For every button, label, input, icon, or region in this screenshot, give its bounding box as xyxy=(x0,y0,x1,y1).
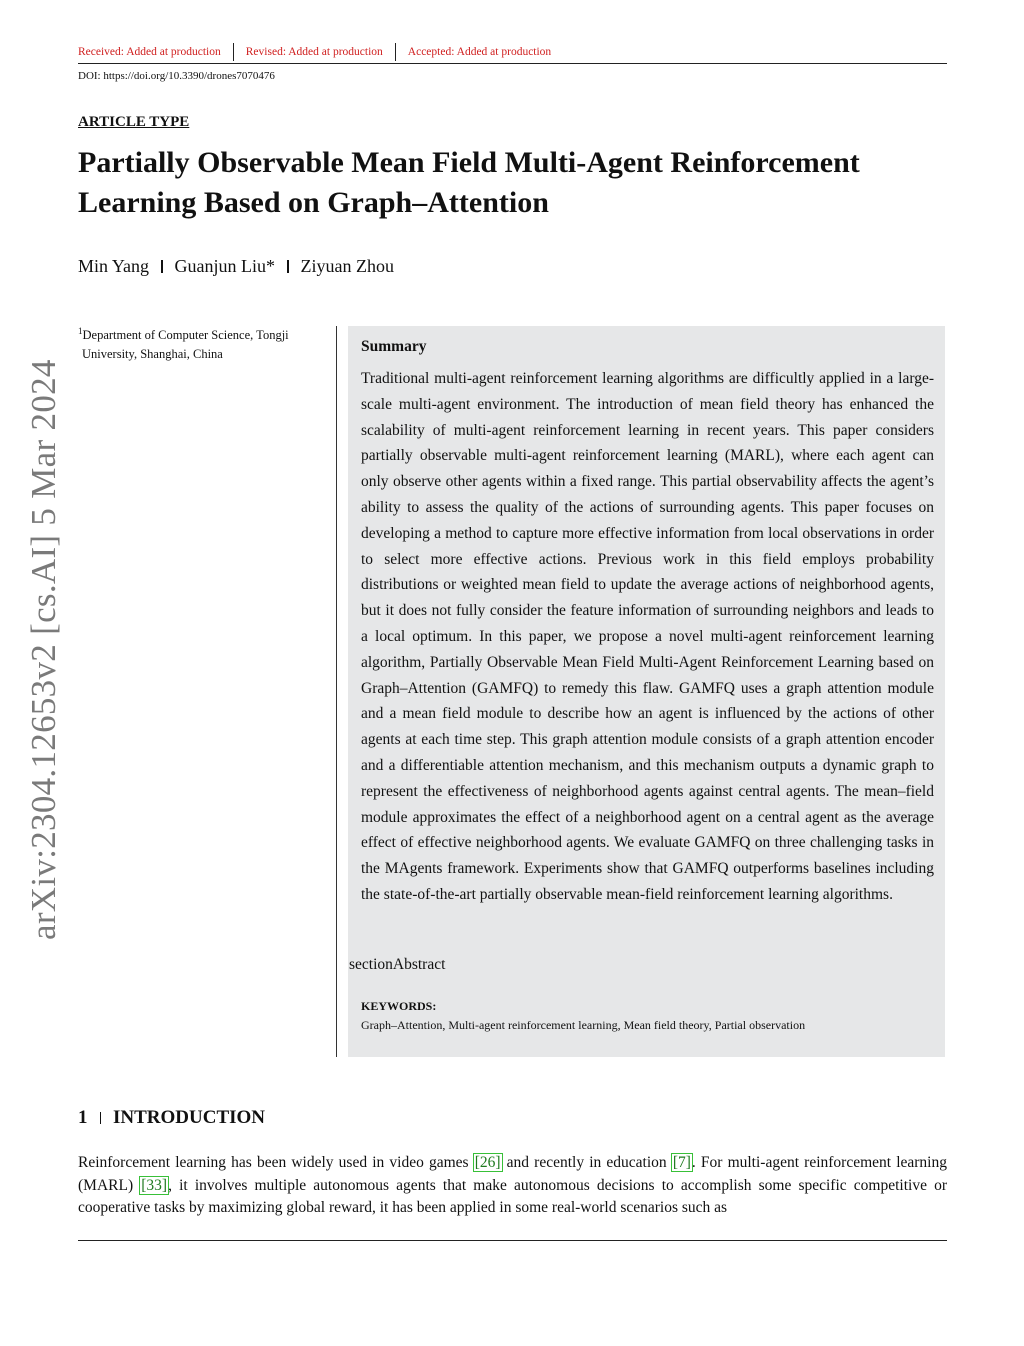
affiliation xyxy=(78,322,328,364)
paragraph-text: Reinforcement learning has been widely used in video games xyxy=(78,1154,474,1171)
section-abstract-label: sectionAbstract xyxy=(349,956,446,973)
citation-link[interactable]: [7] xyxy=(672,1154,691,1171)
keywords-heading: KEYWORDS: xyxy=(361,999,437,1013)
paragraph-text: , it involves multiple autonomous agents that make autonomous decisions to accomplish some specific competitive or cooperative tasks by maximizing global reward, it has been applied in some real-world scenarios such as xyxy=(78,1176,947,1216)
affiliation-marker: 1 xyxy=(78,326,83,336)
author-separator xyxy=(287,260,289,273)
citation-link[interactable]: [26] xyxy=(474,1154,501,1171)
section-heading xyxy=(78,1107,265,1129)
author-name: Guanjun Liu* xyxy=(174,256,276,276)
heading-separator xyxy=(100,1112,102,1124)
date-separator xyxy=(395,43,396,61)
introduction-paragraph xyxy=(78,1152,947,1220)
summary-text: Traditional multi-agent reinforcement learning algorithms are difficultly applied in a large-scale multi-agent environment. The introduction of mean field theory has enhanced the scalability of multi-agent reinforcement learning in recent years. This paper considers partially observable multi-agent reinforcement learning (MARL), where each agent can only observe other agents within a fixed range. This partial observability affects the agent’s ability to assess the quality of the actions of surrounding agents. This paper focuses on developing a method to capture more effective information from local observations in order to select more effective actions. Previous work in this field employs probability distributions or weighted mean field to update the average actions of neighborhood agents, but it does not fully consider the feature information of surrounding neighbors and leads to a local optimum. In this paper, we propose a novel multi-agent reinforcement learning algorithm, Partially Observable Mean Field Multi-Agent Reinforcement Learning based on Graph–Attention (GAMFQ) to remedy this flaw. GAMFQ uses a graph attention module and a mean field module to describe how an agent is influenced by the actions of other agents at each time step. This graph attention module consists of a graph attention encoder and a differentiable attention mechanism, and this mechanism outputs a dynamic graph to represent the effectiveness of neighborhood agents against central agents. The mean–field module approximates the effect of a neighborhood agent on a central agent as the average effect of effective neighborhood agents. We evaluate GAMFQ on three challenging tasks in the MAgents framework. Experiments show that GAMFQ outperforms baselines including the state-of-the-art partially observable mean-field reinforcement learning algorithms. xyxy=(361,370,934,903)
author-separator xyxy=(161,260,163,273)
paragraph-text: . For multi-agent reinforcement learning (MARL) xyxy=(78,1154,947,1194)
revised-date: Revised: Added at production xyxy=(245,46,383,58)
paper-title: Partially Observable Mean Field Multi-Agent Reinforcement Learning Based on Graph–Attention xyxy=(78,146,860,219)
column-divider xyxy=(336,326,337,1057)
author-name: Min Yang xyxy=(78,256,150,276)
affiliation-line: Department of Computer Science, Tongji xyxy=(82,328,289,343)
section-title: INTRODUCTION xyxy=(113,1107,266,1128)
author-list xyxy=(78,256,394,277)
header-rule xyxy=(78,63,947,64)
section-number: 1 xyxy=(78,1107,88,1128)
author-name: Ziyuan Zhou xyxy=(300,256,395,276)
accepted-date: Accepted: Added at production xyxy=(407,46,552,58)
received-date: Received: Added at production xyxy=(78,46,221,58)
publication-dates xyxy=(78,43,551,61)
arxiv-identifier[interactable]: arXiv:2304.12653v2 [cs.AI] 5 Mar 2024 xyxy=(24,359,63,940)
summary-heading: Summary xyxy=(361,338,427,355)
footer-rule xyxy=(78,1240,947,1241)
citation-link[interactable]: [33] xyxy=(141,1176,168,1194)
doi-link[interactable]: DOI: https://doi.org/10.3390/drones7070476 xyxy=(78,70,275,82)
paragraph-text: and recently in education xyxy=(501,1154,672,1171)
article-type: ARTICLE TYPE xyxy=(78,114,190,130)
date-separator xyxy=(233,43,234,61)
affiliation-line: University, Shanghai, China xyxy=(82,347,223,362)
keywords-list: Graph–Attention, Multi-agent reinforcement learning, Mean field theory, Partial observation xyxy=(361,1018,806,1032)
